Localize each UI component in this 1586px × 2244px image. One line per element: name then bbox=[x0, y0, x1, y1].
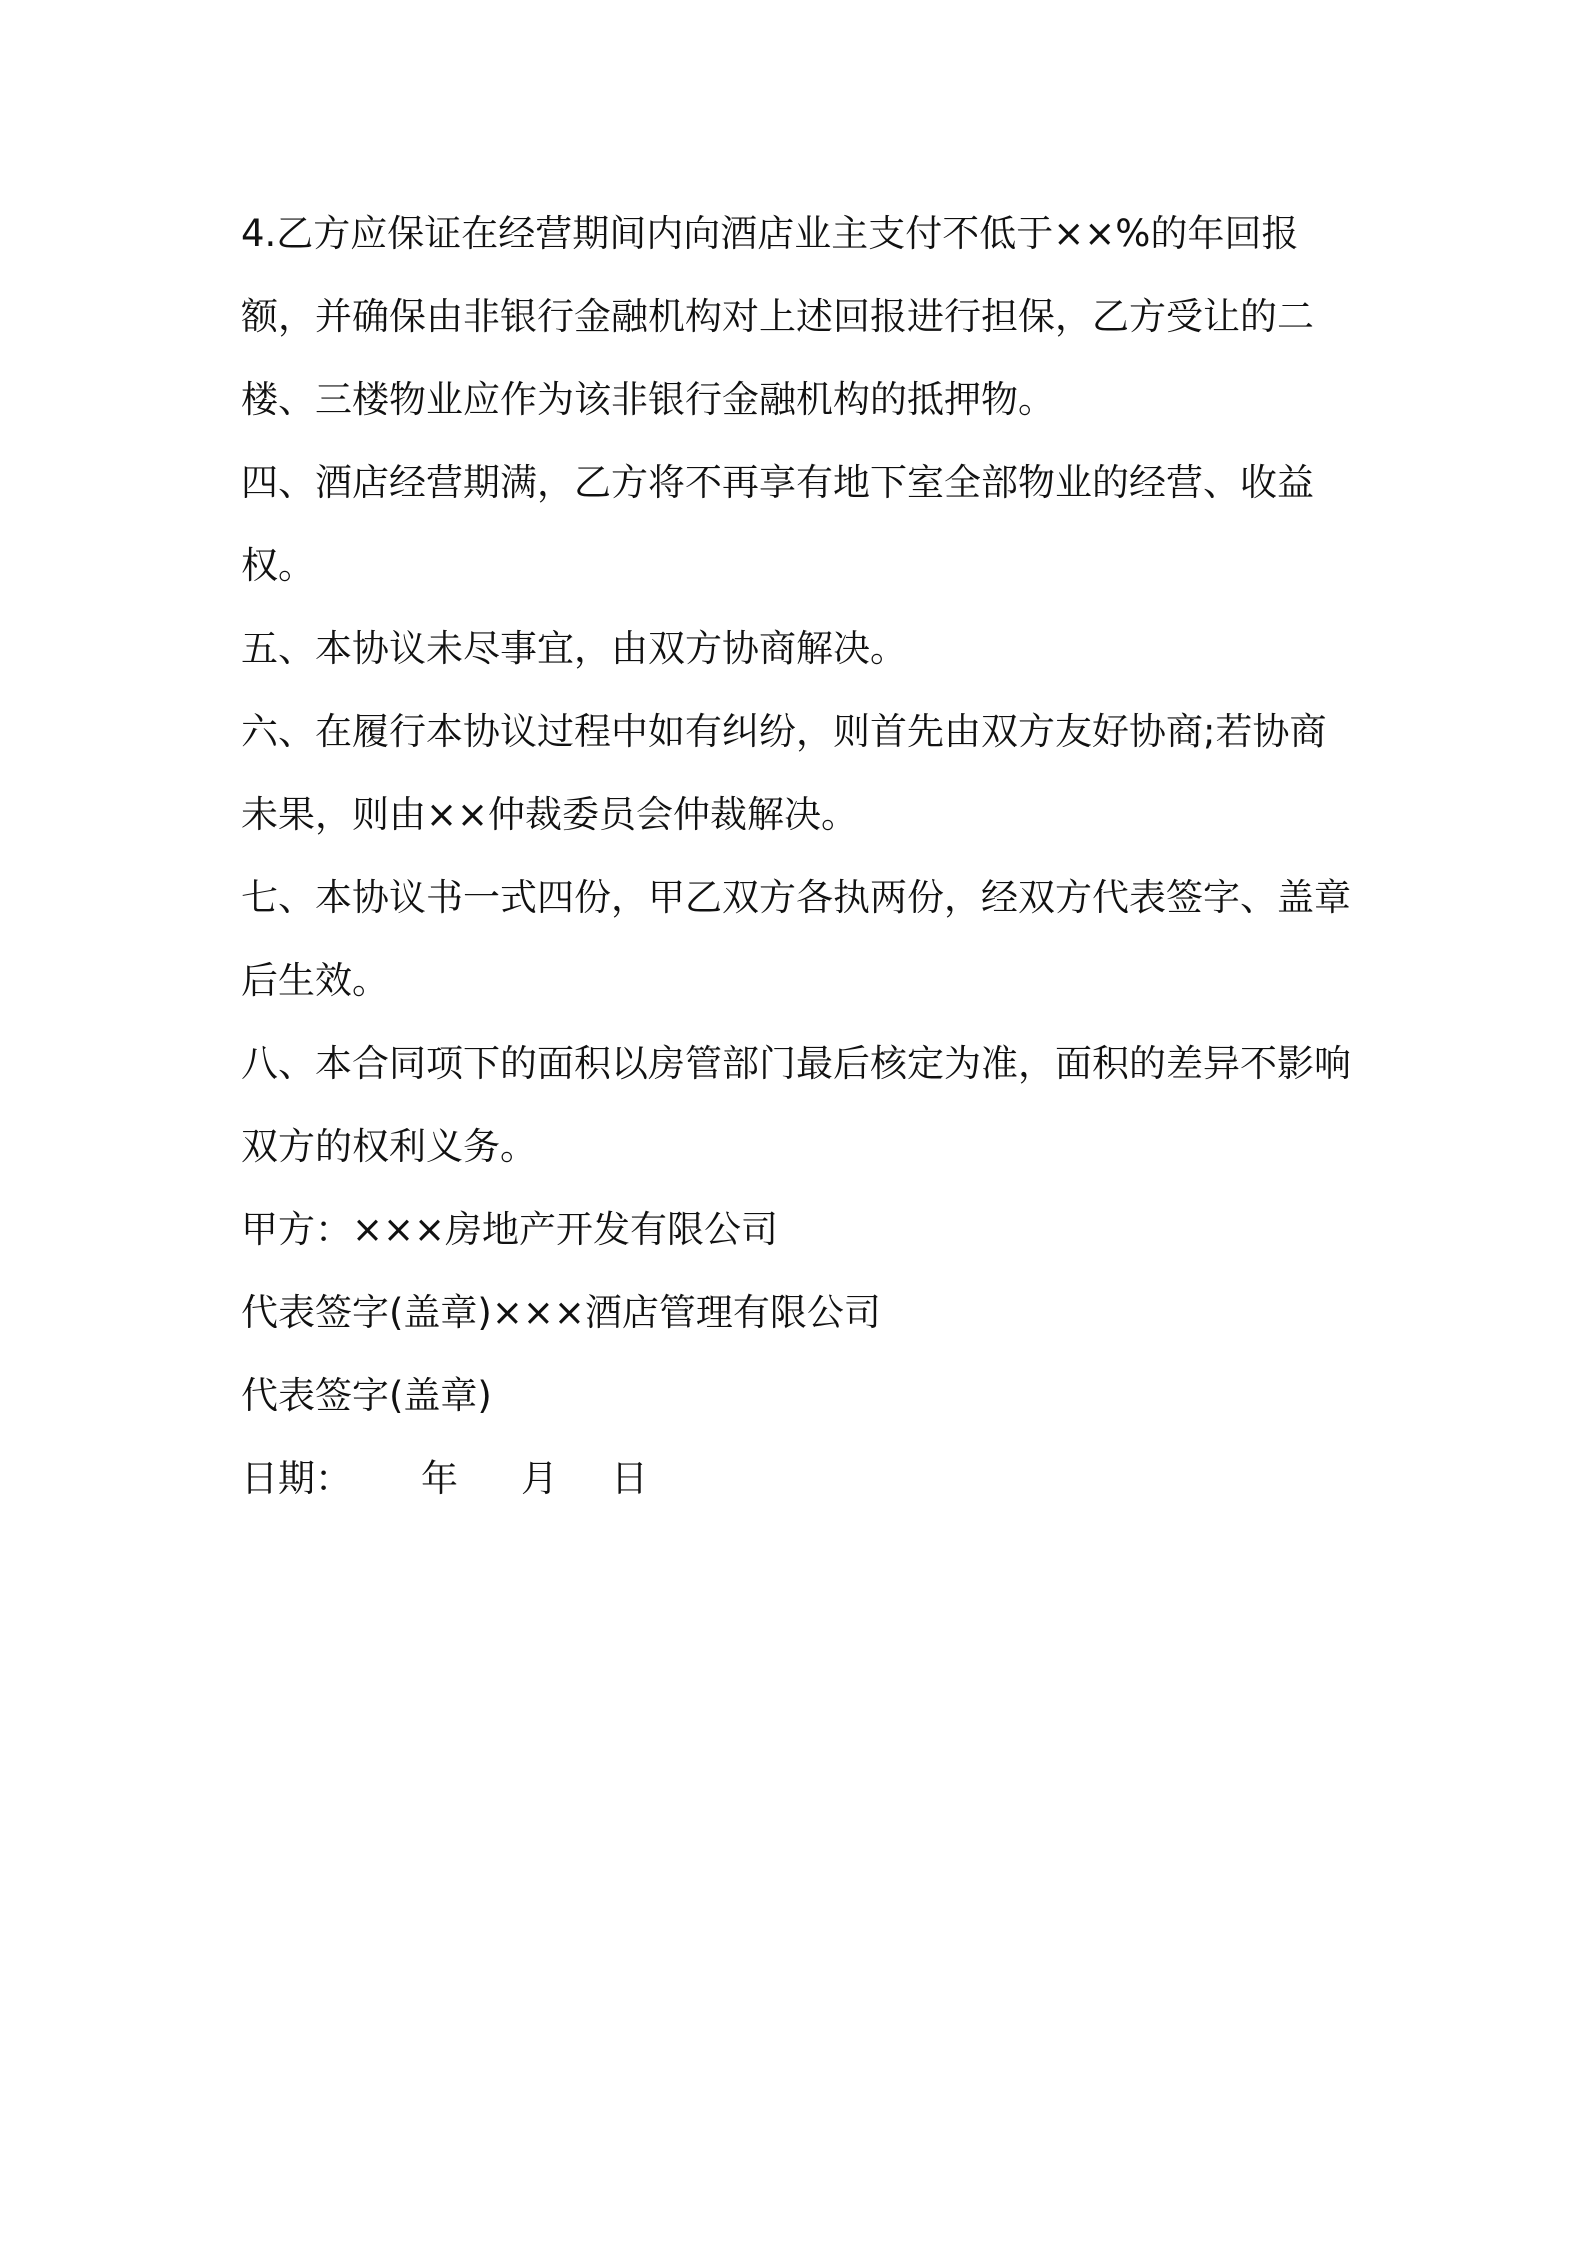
clause-seven-paragraph: 七、本协议书一式四份，甲乙双方各执两份，经双方代表签字、盖章后生效。 bbox=[241, 876, 1351, 1002]
date-line bbox=[241, 1437, 1361, 1520]
clause-4-paragraph: 4.乙方应保证在经营期间内向酒店业主支付不低于××%的年回报额，并确保由非银行金融机构对上述回报进行担保，乙方受让的二楼、三楼物业应作为该非银行金融机构的抵押物。 bbox=[241, 212, 1314, 421]
date-month-label: 月 bbox=[521, 1457, 558, 1500]
clause-six-paragraph: 六、在履行本协议过程中如有纠纷，则首先由双方友好协商;若协商未果，则由××仲裁委员会仲裁解决。 bbox=[241, 710, 1327, 836]
signature-line-1: 代表签字(盖章)×××酒店管理有限公司 bbox=[241, 1291, 881, 1334]
party-a-line: 甲方：×××房地产开发有限公司 bbox=[241, 1208, 779, 1251]
signature-line-2: 代表签字(盖章) bbox=[241, 1374, 492, 1417]
clause-eight-paragraph: 八、本合同项下的面积以房管部门最后核定为准，面积的差异不影响双方的权利义务。 bbox=[241, 1042, 1351, 1168]
date-day-label: 日 bbox=[611, 1457, 648, 1500]
date-year-label: 年 bbox=[421, 1457, 458, 1500]
clause-four-paragraph: 四、酒店经营期满，乙方将不再享有地下室全部物业的经营、收益权。 bbox=[241, 461, 1314, 587]
clause-five-paragraph: 五、本协议未尽事宜，由双方协商解决。 bbox=[241, 627, 907, 670]
document-body bbox=[241, 192, 1361, 1520]
date-label: 日期： bbox=[241, 1457, 352, 1500]
